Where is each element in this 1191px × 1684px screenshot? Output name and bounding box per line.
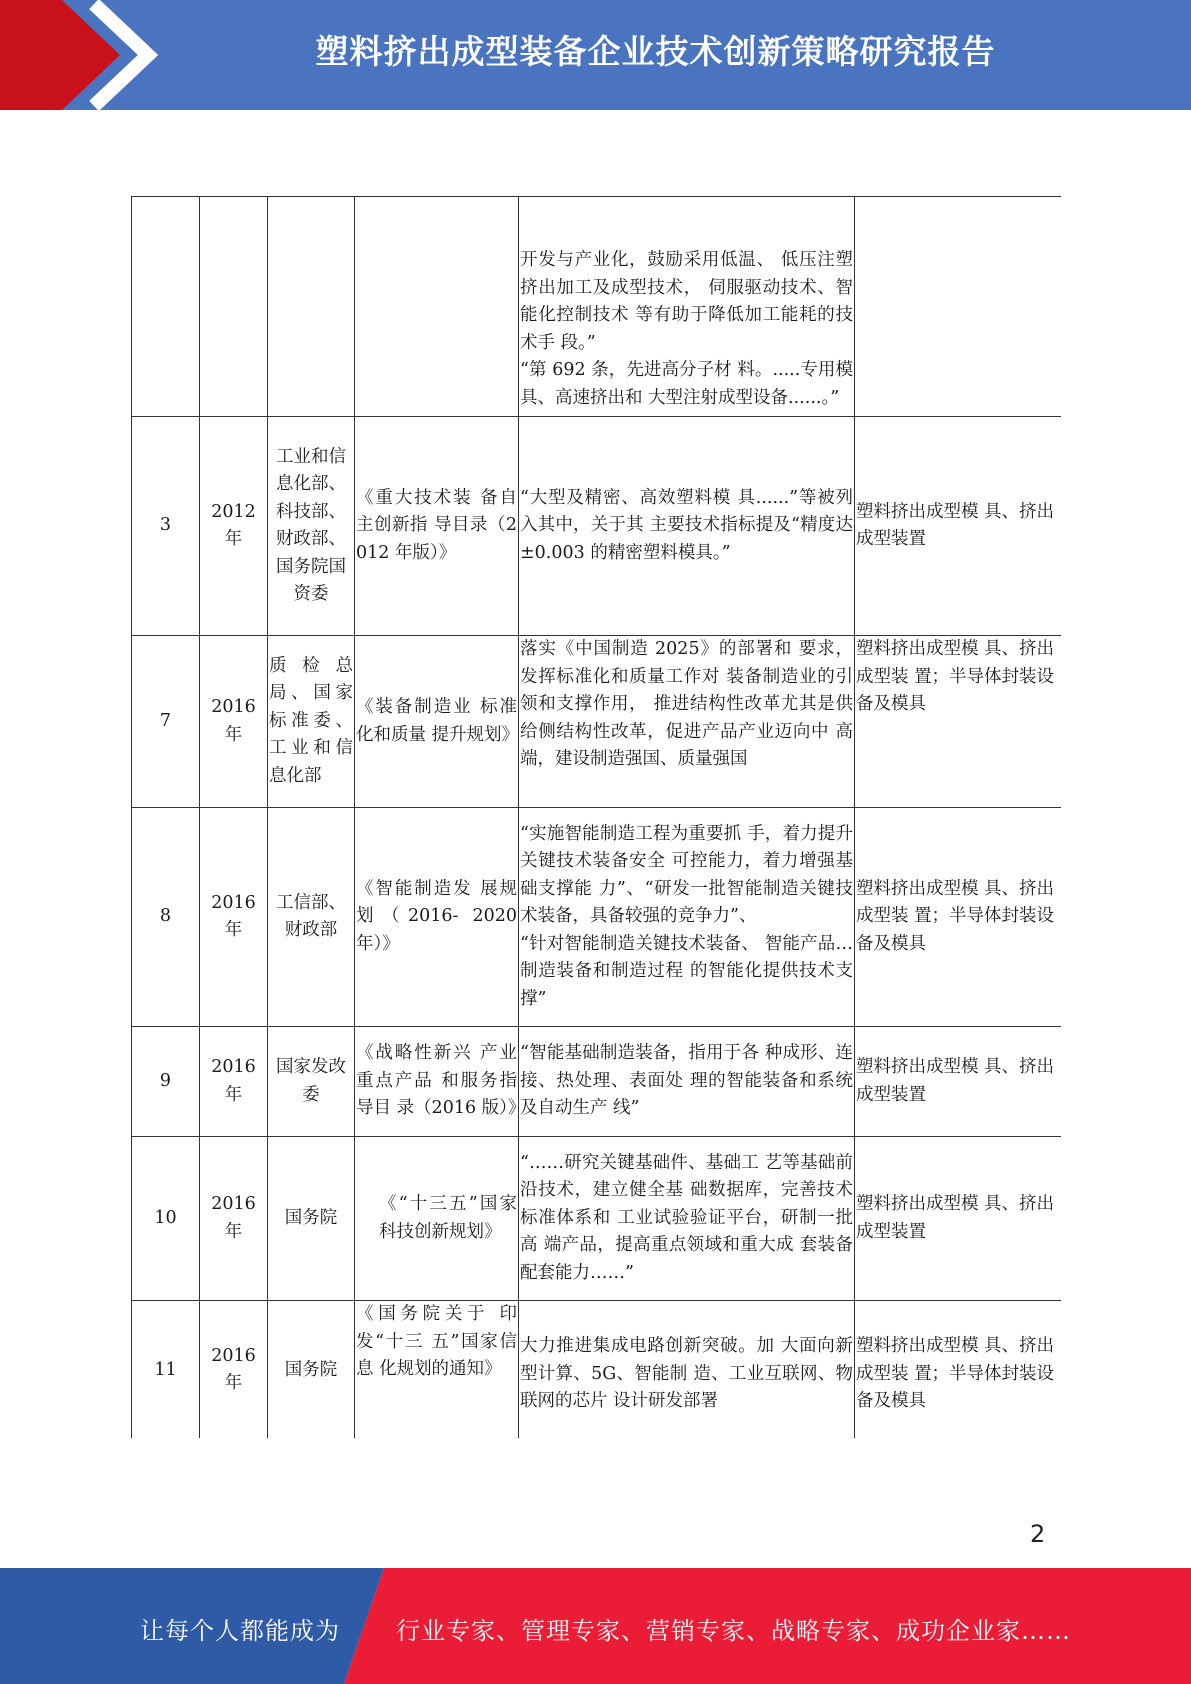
department-cell: 国务院 [268,1301,355,1439]
table-row [132,808,1062,1027]
row-number-cell: 7 [132,636,200,808]
policy-content-cell [519,808,855,1027]
table-row [132,1027,1062,1137]
row-number-cell: 9 [132,1027,200,1137]
policy-name-cell: 《智能制造发 展规划（2016- 2020 年）》 [355,808,519,1027]
year-text: 2012 年 [211,501,256,549]
table-row [132,417,1062,636]
scope-cell: 塑料挤出成型模 具、挤出成型装置 [855,417,1062,636]
policy-content-cell: “……研究关键基础件、基础工 艺等基础前沿技术，建立健全基 础数据库，完善技术标准体系和 工业试验验证平台，研制一批高 端产品，提高重点领域和重大成 套装备配套能力……” [519,1137,855,1301]
footer-slogan-right: 行业专家、管理专家、营销专家、战略专家、成功企业家…… [396,1617,1071,1645]
report-title: 塑料挤出成型装备企业技术创新策略研究报告 [315,32,996,71]
department-cell: 质检总局、国家标准委、工业和信息化部 [268,636,355,808]
scope-cell: 塑料挤出成型模 具、挤出成型装 置；半导体封装设 备及模具 [855,1301,1062,1439]
policy-name-cell [355,197,519,417]
scope-cell [855,197,1062,417]
table-row [132,1301,1062,1439]
scope-cell: 塑料挤出成型模 具、挤出成型装置 [855,1137,1062,1301]
policy-table-container [131,196,1061,1438]
department-cell [268,197,355,417]
year-cell [200,636,268,808]
year-cell [200,1301,268,1439]
row-number-cell: 3 [132,417,200,636]
policy-content-text: “实施智能制造工程为重要抓 手，着力提升关键技术装备安全 可控能力，着力增强基础支撑能 力”、“研发一批智能制造关键技 术装备，具备较强的竞争力”、 “针对智能制造关键技术装备、 智能产品…制造装备和制造过程 的智能化提供技术支撑” [520,823,853,1009]
department-cell: 国家发改委 [268,1027,355,1137]
scope-cell: 塑料挤出成型模 具、挤出成型装置 [855,1027,1062,1137]
year-text: 2016 年 [211,1057,256,1105]
policy-name-cell: 《装备制造业 标准化和质量 提升规划》 [355,636,519,808]
year-cell [200,1027,268,1137]
year-text: 2016 年 [211,697,256,745]
table-row [132,636,1062,808]
page-number: 2 [1030,1520,1046,1548]
year-cell [200,808,268,1027]
policy-name-cell: 《战略性新兴 产业重点产品 和服务指导目 录（2016 版）》 [355,1027,519,1137]
policy-content-cell: “大型及精密、高效塑料模 具......”等被列入其中，关于其 主要技术指标提及“精度达 ±0.003 的精密塑料模具。” [519,417,855,636]
row-number-cell: 11 [132,1301,200,1439]
year-text: 2016 年 [211,1194,256,1242]
year-cell [200,197,268,417]
scope-cell: 塑料挤出成型模 具、挤出成型装 置；半导体封装设 备及模具 [855,808,1062,1027]
department-cell: 工业和信息化部、科技部、财政部、国务院国资委 [268,417,355,636]
policy-content-cell: 落实《中国制造 2025》的部署和 要求，发挥标准化和质量工作对 装备制造业的引领和支撑作用， 推进结构性改革尤其是供给侧结构性改革，促进产品产业迈向中 高端，建设制造强国、质量强国 [519,636,855,808]
page-footer [0,1568,1191,1684]
policy-content-cell [519,197,855,417]
year-cell [200,417,268,636]
department-cell: 工信部、财政部 [268,808,355,1027]
footer-slogan-left: 让每个人都能成为 [140,1617,340,1645]
policy-name-cell: 《重大技术装 备自主创新指 导目录（2012 年版）》 [355,417,519,636]
policy-name-cell: 《国务院关于 印发“十三 五”国家信息 化规划的通知》 [355,1301,519,1439]
policy-name-cell: 《“十三五”国家科技创新规划》 [355,1137,519,1301]
year-text: 2016 年 [211,1345,256,1394]
row-number-cell: 8 [132,808,200,1027]
table-row [132,1137,1062,1301]
policy-content-cell: “智能基础制造装备，指用于各 种成形、连接、热处理、表面处 理的智能装备和系统及自动生产 线” [519,1027,855,1137]
policy-content-text: 开发与产业化，鼓励采用低温、 低压注塑挤出加工及成型技术， 伺服驱动技术、智能化控制技术 等有助于降低加工能耗的技术手 段。” “第 692 条，先进高分子材 料。.....专用模具、高速挤出和 大型注射成型设备......。” [520,250,853,408]
table-row [132,197,1062,417]
page-header [0,0,1191,110]
department-cell: 国务院 [268,1137,355,1301]
scope-cell: 塑料挤出成型模 具、挤出成型装 置；半导体封装设 备及模具 [855,636,1062,808]
row-number-cell [132,197,200,417]
policy-table [131,196,1061,1438]
row-number-cell: 10 [132,1137,200,1301]
policy-content-cell: 大力推进集成电路创新突破。加 大面向新型计算、5G、智能制 造、工业互联网、物联网的芯片 设计研发部署 [519,1301,855,1439]
year-text: 2016 年 [211,892,256,940]
year-cell [200,1137,268,1301]
